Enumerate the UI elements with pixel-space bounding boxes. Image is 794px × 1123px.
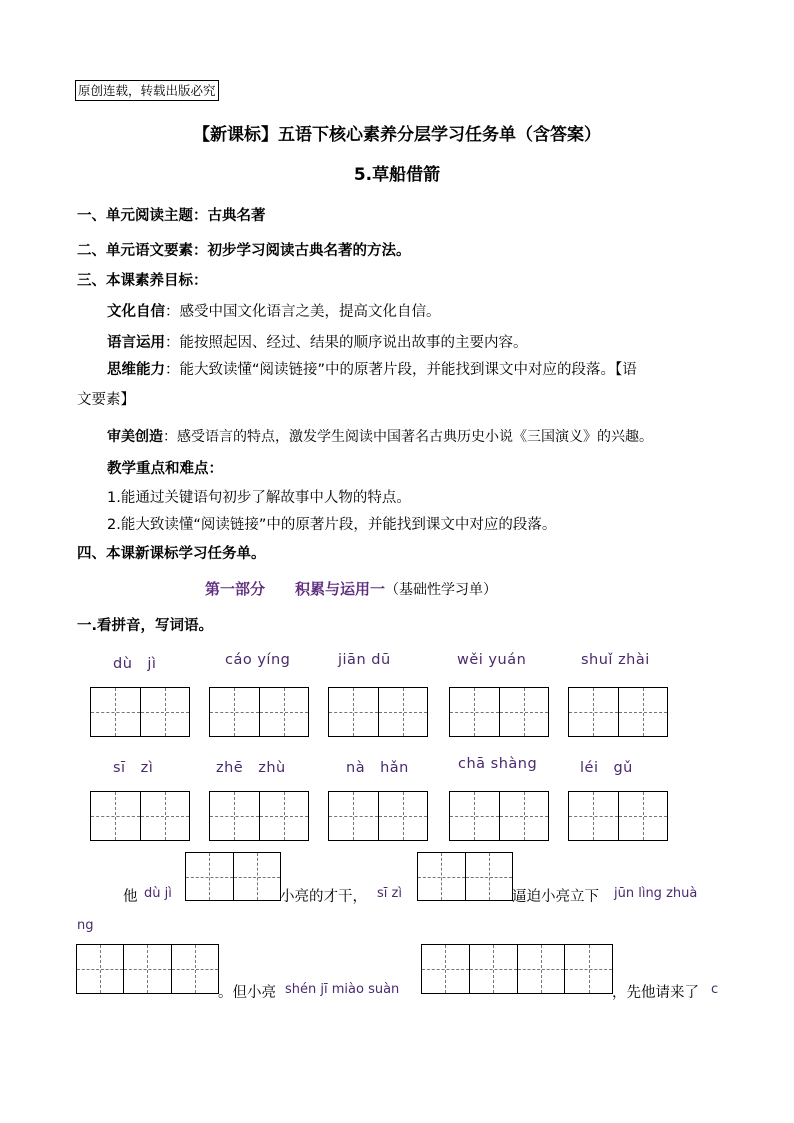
pinyin-sizi: sī zì — [113, 760, 154, 776]
key-point-2: 2.能大致读懂“阅读链接”中的原著片段，并能找到课文中对应的段落。 — [107, 517, 557, 533]
writing-grid[interactable] — [90, 687, 190, 737]
pinyin-jiandu: jiān dū — [338, 652, 391, 668]
goal-thinking-text: ：能大致读懂“阅读链接”中的原著片段，并能找到课文中对应的段落。【语 — [165, 362, 637, 378]
passage-text: 逼迫小亮立下 — [512, 889, 599, 905]
goal-language-label: 语言运用 — [107, 335, 165, 351]
passage-pinyin: shén jī miào suàn — [285, 982, 400, 997]
passage-pinyin: ng — [77, 918, 94, 933]
pinyin-shuizhai: shuǐ zhài — [581, 652, 650, 668]
goal-thinking-continued: 文要素】 — [77, 392, 135, 408]
passage-text: ，先他请来了 — [612, 985, 699, 1001]
exercise-title: 一.看拼音，写词语。 — [77, 618, 214, 634]
goal-thinking-label: 思维能力 — [107, 362, 165, 378]
goal-aesthetic-text: ：感受语言的特点，激发学生阅读中国著名古典历史小说《三国演义》的兴趣。 — [163, 429, 653, 445]
pinyin-zhezhu: zhē zhù — [216, 760, 286, 776]
goal-aesthetic — [107, 426, 653, 446]
writing-grid[interactable] — [417, 852, 513, 901]
key-points-title: 教学重点和难点： — [107, 461, 223, 477]
passage-text: 。但小亮 — [218, 985, 276, 1001]
writing-grid[interactable] — [421, 944, 613, 994]
part-heading — [205, 578, 497, 599]
passage-pinyin: c — [711, 982, 719, 997]
copyright-notice: 原创连载，转载出版必究 — [75, 80, 219, 101]
goal-aesthetic-label: 审美创造 — [107, 429, 163, 445]
lesson-title: 5.草船借箭 — [353, 165, 441, 185]
pinyin-caoying: cáo yíng — [225, 652, 291, 668]
key-point-1: 1.能通过关键语句初步了解故事中人物的特点。 — [107, 490, 411, 506]
pinyin-nahan: nà hǎn — [346, 760, 409, 776]
goal-culture-text: ：感受中国文化语言之美，提高文化自信。 — [165, 304, 441, 320]
passage-pinyin: sī zì — [377, 886, 402, 901]
pinyin-weiyuan: wěi yuán — [457, 652, 527, 668]
writing-grid[interactable] — [449, 687, 549, 737]
passage-text: 他 — [123, 889, 138, 905]
part-title: 第一部分 积累与运用一 — [205, 580, 386, 598]
writing-grid[interactable] — [209, 687, 309, 737]
writing-grid[interactable] — [209, 791, 309, 841]
goal-culture — [107, 300, 441, 321]
passage-pinyin: dù jì — [144, 886, 172, 901]
pinyin-leigu: léi gǔ — [580, 760, 633, 776]
goal-thinking — [107, 358, 637, 379]
document-title: 【新课标】五语下核心素养分层学习任务单（含答案） — [193, 125, 601, 145]
writing-grid[interactable] — [568, 687, 668, 737]
section-reading-theme: 一、单元阅读主题：古典名著 — [77, 208, 266, 224]
writing-grid[interactable] — [328, 791, 428, 841]
writing-grid[interactable] — [449, 791, 549, 841]
writing-grid[interactable] — [185, 852, 281, 901]
pinyin-chashang: chā shàng — [458, 756, 538, 772]
pinyin-dujì: dù jì — [113, 656, 157, 672]
section-task-sheet: 四、本课新课标学习任务单。 — [77, 546, 266, 562]
writing-grid[interactable] — [90, 791, 190, 841]
passage-text: 小亮的才干， — [280, 889, 367, 905]
goal-language — [107, 331, 528, 352]
part-subtitle: （基础性学习单） — [385, 582, 498, 598]
section-language-elements: 二、单元语文要素：初步学习阅读古典名著的方法。 — [77, 243, 411, 259]
goal-language-text: ：能按照起因、经过、结果的顺序说出故事的主要内容。 — [165, 335, 528, 351]
goal-culture-label: 文化自信 — [107, 304, 165, 320]
section-literacy-goals: 三、本课素养目标： — [77, 273, 208, 289]
passage-pinyin: jūn lìng zhuà — [614, 886, 698, 901]
writing-grid[interactable] — [76, 944, 219, 994]
writing-grid[interactable] — [568, 791, 668, 841]
writing-grid[interactable] — [328, 687, 428, 737]
